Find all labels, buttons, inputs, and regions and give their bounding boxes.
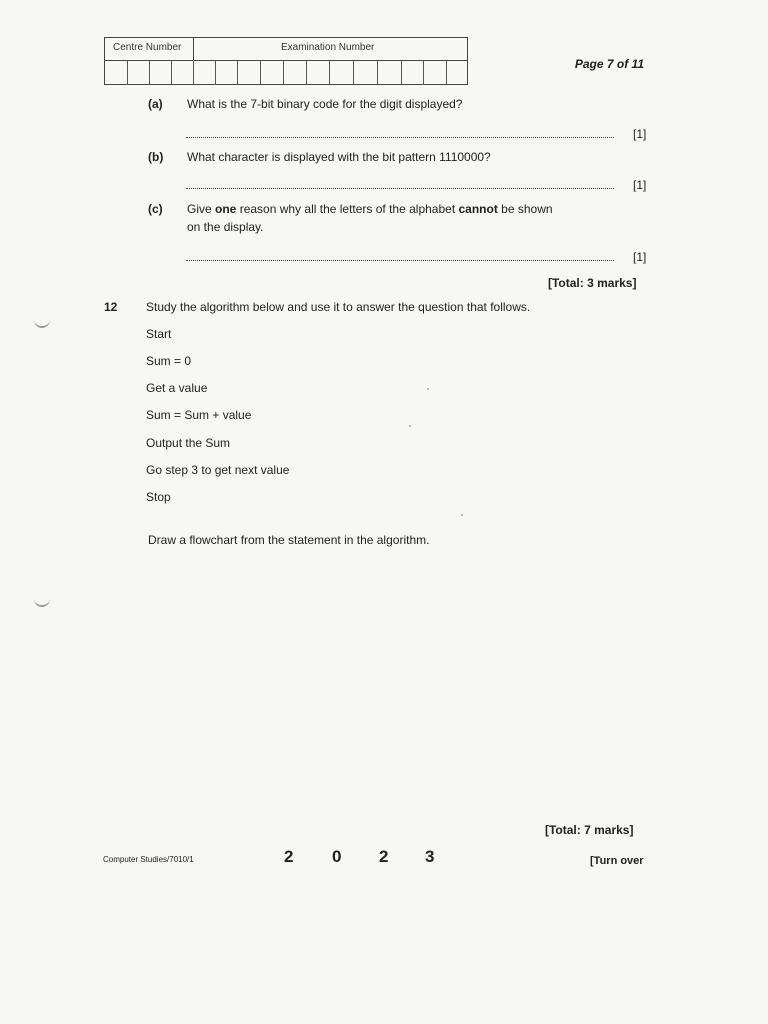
question-12-intro: Study the algorithm below and use it to answer the question that follows. [146, 300, 531, 314]
part-c-label: (c) [148, 202, 163, 216]
answer-line-a[interactable] [186, 127, 614, 138]
year-digit: 3 [425, 847, 435, 866]
algorithm-step: Get a value [146, 381, 208, 395]
digit-cell-divider [283, 60, 284, 85]
part-b-label: (b) [148, 150, 164, 164]
algorithm-step: Sum = 0 [146, 354, 192, 368]
algorithm-step: Start [146, 327, 172, 341]
part-c-text-2: reason why all the letters of the alphabet [236, 202, 459, 216]
punch-hole-mark [34, 318, 50, 328]
flowchart-instruction: Draw a flowchart from the statement in the algorithm. [148, 533, 430, 547]
algorithm-step: Output the Sum [146, 436, 231, 450]
year-digit: 2 [284, 847, 294, 866]
year-digit: 2 [379, 847, 389, 866]
examination-number-label: Examination Number [281, 42, 375, 53]
digit-cell-divider [446, 60, 447, 85]
punch-hole-mark [34, 597, 50, 607]
part-c-question-line2: on the display. [187, 220, 264, 234]
q11-total: [Total: 3 marks] [548, 276, 637, 290]
answer-line-c[interactable] [186, 250, 614, 261]
part-b-question: What character is displayed with the bit pattern 1110000? [187, 150, 491, 164]
subject-code: Computer Studies/7010/1 [103, 855, 194, 864]
part-c-mark: [1] [633, 250, 647, 264]
part-c-bold-2: cannot [458, 202, 498, 216]
part-c-question [187, 202, 553, 216]
question-12-number: 12 [104, 300, 118, 314]
digit-cell-divider [127, 60, 128, 85]
table-divider [193, 38, 194, 60]
algorithm-step: Go step 3 to get next value [146, 463, 290, 477]
digit-cell-divider [215, 60, 216, 85]
part-c-text-3: be shown [497, 202, 553, 216]
part-c-bold-1: one [215, 202, 237, 216]
part-a-label: (a) [148, 97, 163, 111]
digit-cell-divider [401, 60, 402, 85]
digit-cell-divider [306, 60, 307, 85]
digit-cell-divider [260, 60, 261, 85]
digit-cell-divider [423, 60, 424, 85]
centre-number-label: Centre Number [113, 42, 182, 53]
digit-cell-divider [193, 60, 194, 85]
part-a-mark: [1] [633, 127, 647, 141]
digit-cell-divider [377, 60, 378, 85]
year-digit: 0 [332, 847, 342, 866]
scan-speck [461, 514, 463, 516]
scan-speck [409, 425, 411, 427]
part-c-text-1: Give [187, 202, 216, 216]
answer-line-b[interactable] [186, 178, 614, 189]
candidate-number-table [104, 37, 468, 85]
digit-cell-divider [149, 60, 150, 85]
algorithm-step: Sum = Sum + value [146, 408, 252, 422]
digit-cell-divider [353, 60, 354, 85]
digit-cell-divider [171, 60, 172, 85]
algorithm-step: Stop [146, 490, 171, 504]
part-a-question: What is the 7-bit binary code for the digit displayed? [187, 97, 463, 111]
digit-cell-divider [237, 60, 238, 85]
page-number: Page 7 of 11 [574, 57, 644, 71]
digit-cell-divider [329, 60, 330, 85]
turn-over: [Turn over [590, 855, 644, 867]
q12-total: [Total: 7 marks] [545, 823, 634, 837]
scan-speck [427, 388, 429, 390]
part-b-mark: [1] [633, 178, 647, 192]
